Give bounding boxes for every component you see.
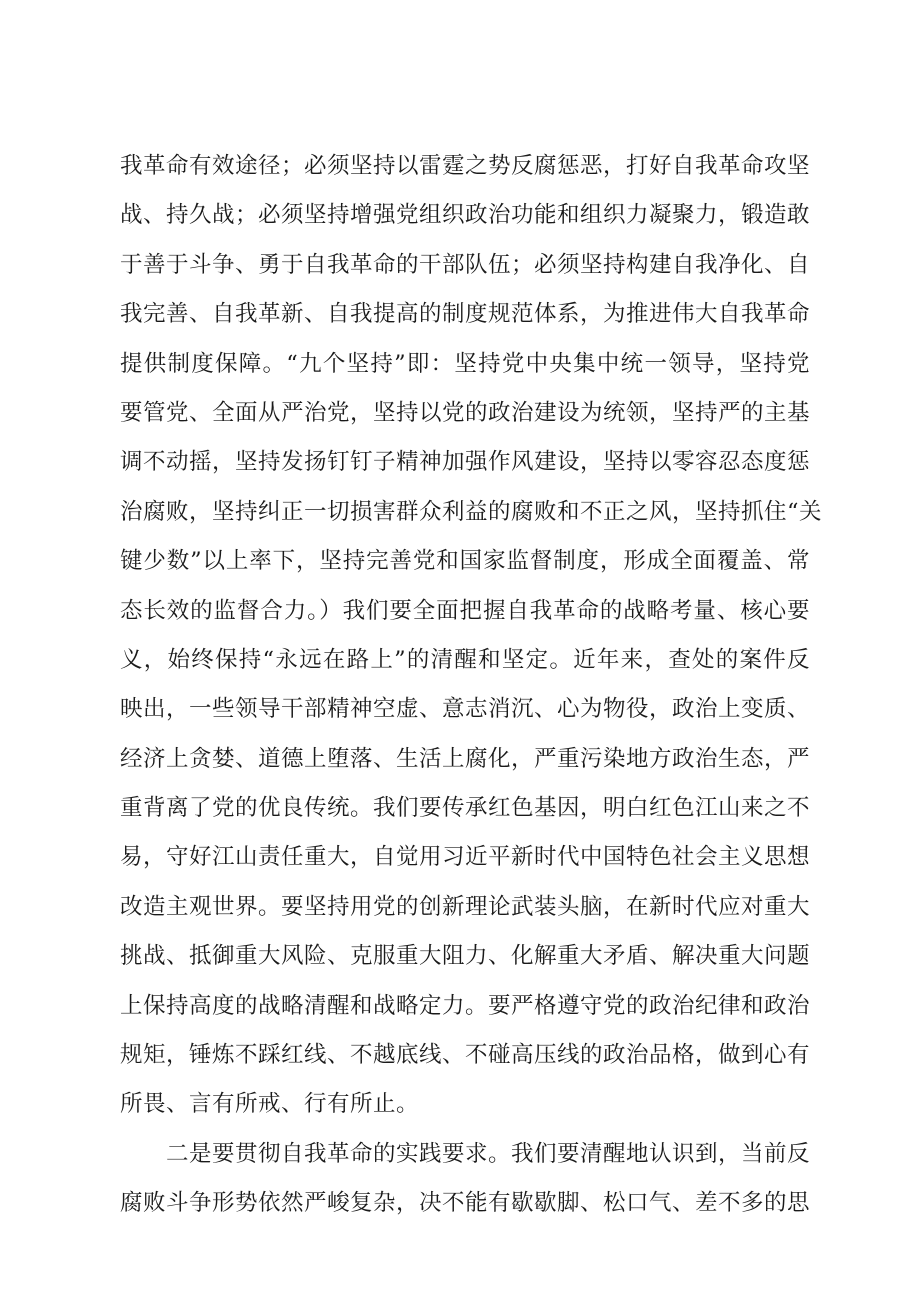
text-line: 我完善、自我革新、自我提高的制度规范体系，为推进伟大自我革命 [120, 301, 811, 328]
text-line: 我革命有效途径；必须坚持以雷霆之势反腐惩恶，打好自我革命攻坚 [120, 153, 811, 179]
text-line: 义，始终保持“永远在路上”的清醒和坚定。近年来，查处的案件反 [120, 646, 810, 673]
text-line: 提供制度保障。“九个坚持”即：坚持党中央集中统一领导，坚持党 [120, 350, 810, 377]
text-line: 要管党、全面从严治党，坚持以党的政治建设为统领，坚持严的主基 [120, 399, 811, 426]
text-line: 挑战、抵御重大风险、克服重大阻力、化解重大矛盾、解决重大问题 [120, 943, 811, 970]
text-line: 重背离了党的优良传统。我们要传承红色基因，明白红色江山来之不 [120, 795, 811, 822]
text-line: 调不动摇，坚持发扬钉钉子精神加强作风建设，坚持以零容忍态度惩 [120, 449, 811, 476]
text-line: 腐败斗争形势依然严峻复杂，决不能有歇歇脚、松口气、差不多的思 [120, 1190, 811, 1217]
paragraph-end-line: 所畏、言有所戒、行有所止。 [120, 1091, 420, 1118]
text-line: 态长效的监督合力。）我们要全面把握自我革命的战略考量、核心要 [120, 597, 810, 624]
text-line: 改造主观世界。要坚持用党的创新理论武装头脑，在新时代应对重大 [120, 893, 811, 920]
text-line: 上保持高度的战略清醒和战略定力。要严格遵守党的政治纪律和政治 [120, 992, 811, 1019]
text-line: 键少数”以上率下，坚持完善党和国家监督制度，形成全面覆盖、常 [120, 548, 810, 575]
text-line: 映出，一些领导干部精神空虚、意志消沉、心为物役，政治上变质、 [120, 696, 811, 723]
text-line: 经济上贪婪、道德上堕落、生活上腐化，严重污染地方政治生态，严 [120, 745, 811, 772]
text-line: 于善于斗争、勇于自我革命的干部队伍；必须坚持构建自我净化、自 [120, 251, 811, 278]
text-line: 治腐败，坚持纠正一切损害群众利益的腐败和不正之风，坚持抓住“关 [120, 498, 823, 525]
text-line: 易，守好江山责任重大，自觉用习近平新时代中国特色社会主义思想 [120, 844, 811, 871]
body-text [120, 142, 823, 1229]
paragraph-start-line: 二是要贯彻自我革命的实践要求。我们要清醒地认识到，当前反 [166, 1140, 811, 1167]
text-line: 战、持久战；必须坚持增强党组织政治功能和组织力凝聚力，锻造敢 [120, 202, 811, 229]
text-line: 规矩，锤炼不踩红线、不越底线、不碰高压线的政治品格，做到心有 [120, 1042, 811, 1069]
